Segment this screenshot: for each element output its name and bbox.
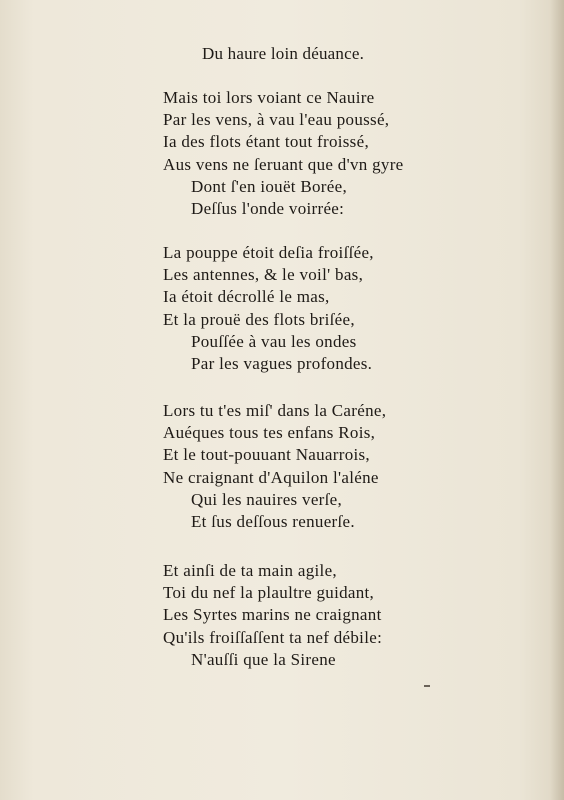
verse-line-indented: Qui les nauires verſe, (191, 489, 343, 509)
stanza-1 (163, 87, 404, 220)
running-header: Du haure loin déuance. (202, 44, 365, 63)
verse-line-indented: N'auſſi que la Sirene (191, 649, 336, 669)
verse-line: Les antennes, & le voil' bas, (163, 265, 364, 285)
verse-line: Mais toi lors voiant ce Nauire (163, 88, 375, 107)
verse-line: Et la prouë des flots briſée, (163, 309, 355, 329)
verse-line: Toi du nef la plaultre guidant, (163, 583, 375, 603)
verse-line: Aus vens ne ſeruant que d'vn gyre (163, 154, 404, 174)
verse-line: Et ainſi de ta main agile, (163, 561, 337, 580)
verse-line: Auéques tous tes enfans Rois, (163, 423, 376, 443)
verse-line-indented: Et ſus deſſous renuerſe. (191, 512, 355, 532)
verse-line-indented: Dont ſ'en iouët Borée, (191, 176, 348, 196)
verse-line: Et le tout-pouuant Nauarrois, (163, 445, 370, 465)
ink-mark (424, 685, 430, 687)
verse-line-indented: Pouſſée à vau les ondes (191, 331, 357, 351)
verse-line: Ia des flots étant tout froissé, (163, 132, 369, 152)
stanza-2 (163, 242, 374, 375)
verse-line: Ne craignant d'Aquilon l'aléne (163, 467, 379, 487)
verse-line: Par les vens, à vau l'eau poussé, (163, 110, 390, 130)
verse-line: La pouppe étoit deſia froiſſée, (163, 243, 374, 262)
verse-line-indented: Par les vagues profondes. (191, 354, 373, 374)
verse-line: Les Syrtes marins ne craignant (163, 605, 382, 625)
verse-line: Ia étoit décrollé le mas, (163, 287, 330, 307)
stanza-3 (163, 400, 386, 533)
verse-line: Lors tu t'es miſ' dans la Caréne, (163, 401, 387, 420)
verse-line: Qu'ils froiſſaſſent ta nef débile: (163, 627, 383, 647)
verse-line-indented: Deſſus l'onde voirrée: (191, 199, 345, 219)
stanza-4 (163, 560, 382, 671)
